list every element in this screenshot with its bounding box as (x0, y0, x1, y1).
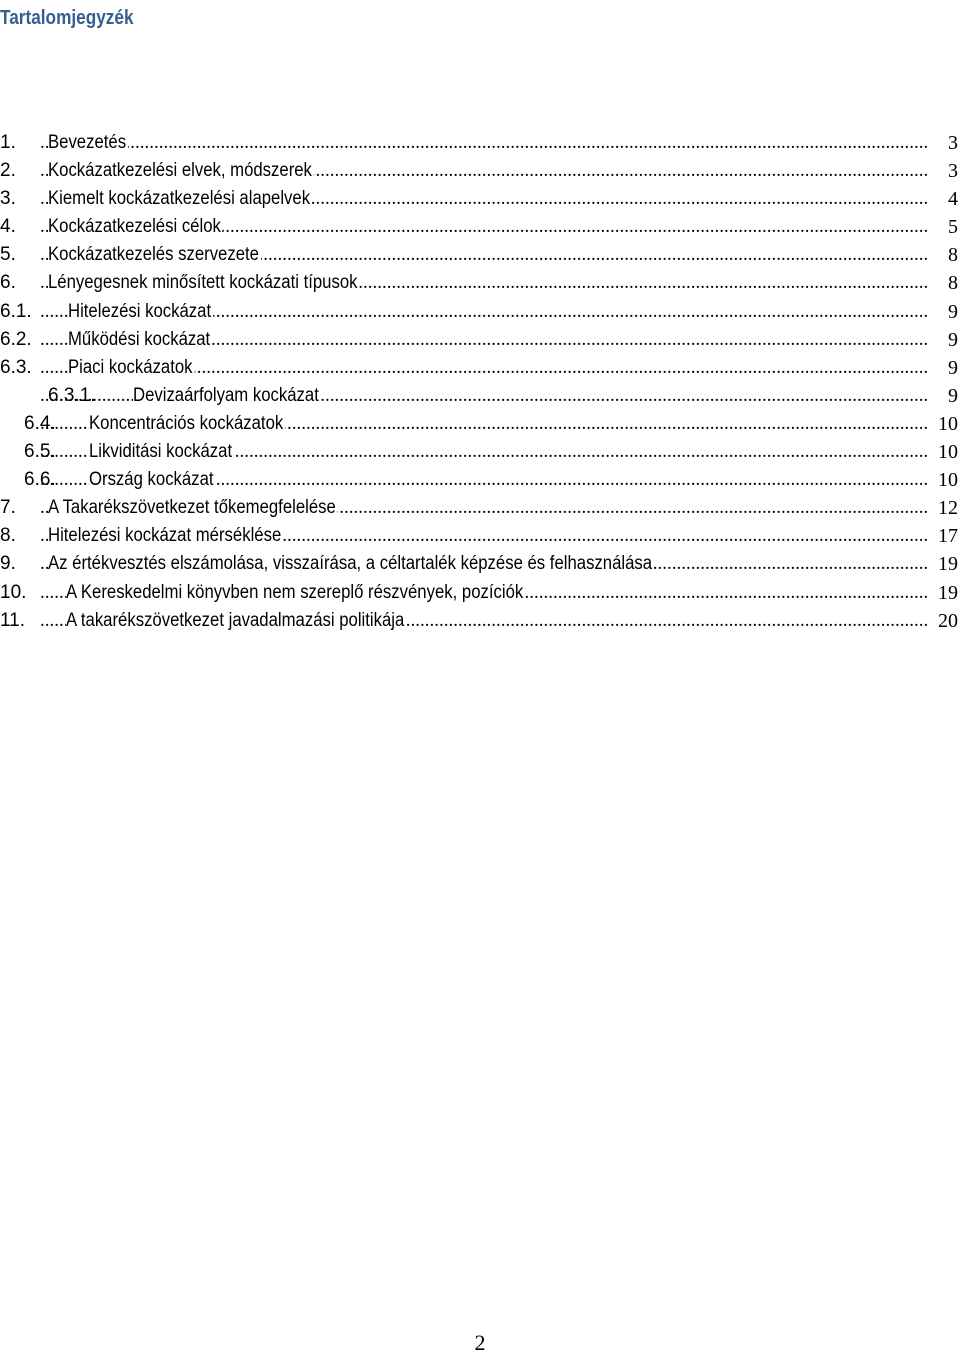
toc-entry-5[interactable] (0, 241, 960, 269)
toc-entry-number: 9. (0, 553, 16, 575)
toc-entry-number: 6.1. (0, 300, 32, 322)
toc-entry-page[interactable]: 8 (945, 241, 958, 269)
toc-entry-title[interactable]: Likviditási kockázat (89, 438, 234, 466)
toc-entry-number: 7. (0, 497, 16, 519)
toc-entry-page[interactable]: 12 (935, 494, 958, 522)
toc-entry-number: 3. (0, 188, 16, 210)
toc-entry-number: 1. (0, 132, 16, 153)
toc-entry-6-3[interactable] (0, 354, 960, 382)
page-number: 2 (474, 1330, 486, 1355)
toc-entry-title[interactable]: Ország kockázat (89, 466, 215, 494)
toc-entry-title[interactable]: Piaci kockázatok (68, 354, 194, 382)
toc-entry-title[interactable]: Kockázatkezelési célok (48, 213, 223, 241)
toc-entry-6-3-1[interactable] (0, 382, 960, 410)
toc-entry-title[interactable]: A Takarékszövetkezet tőkemegfelelése (48, 494, 338, 522)
toc-entry-6-6[interactable] (0, 466, 960, 494)
toc-title: Tartalomjegyzék (0, 7, 134, 29)
toc-entry-number: 6.2. (0, 328, 32, 350)
toc-entry-page[interactable]: 8 (945, 269, 958, 297)
toc-entry-6-5[interactable] (0, 438, 960, 466)
toc-entry-number: 6.6. (24, 469, 56, 491)
toc-entry-number: 8. (0, 525, 16, 547)
toc-entry-2[interactable] (0, 157, 960, 185)
toc-entry-page[interactable]: 9 (945, 326, 958, 354)
toc-entry-number: 5. (0, 244, 16, 266)
toc-entry-page[interactable]: 3 (945, 129, 958, 157)
toc-entry-page[interactable]: 10 (935, 466, 958, 494)
toc-entry-6-1[interactable] (0, 298, 960, 326)
dot-leader (40, 129, 928, 157)
toc-entry-1[interactable] (0, 129, 960, 157)
toc-entry-title[interactable]: Hitelezési kockázat mérséklése (48, 522, 283, 550)
toc-entry-title[interactable]: Kockázatkezelés szervezete (48, 241, 261, 269)
toc-entry-page[interactable]: 17 (935, 522, 958, 550)
toc-entry-9[interactable] (0, 550, 960, 578)
toc-entry-8[interactable] (0, 522, 960, 550)
toc-entry-title[interactable]: Koncentrációs kockázatok (89, 410, 285, 438)
toc-entry-page[interactable]: 5 (945, 213, 958, 241)
toc-entry-6-4[interactable] (0, 410, 960, 438)
toc-entry-title[interactable]: A takarékszövetkezet javadalmazási politikája (66, 607, 406, 635)
toc-entry-title[interactable]: Lényegesnek minősített kockázati típusok (48, 269, 359, 297)
toc-entry-title[interactable]: A Kereskedelmi könyvben nem szereplő részvények, pozíciók (66, 579, 525, 607)
toc-entry-title[interactable]: Működési kockázat (68, 326, 212, 354)
toc-entry-number: 6. (0, 272, 16, 294)
toc-entry-title[interactable]: Az értékvesztés elszámolása, visszaírása, a céltartalék képzése és felhasználása (48, 550, 654, 578)
toc-entry-number: 2. (0, 160, 16, 182)
toc-entry-title[interactable]: Bevezetés (48, 129, 128, 157)
toc-entry-title[interactable]: Kiemelt kockázatkezelési alapelvek (48, 185, 312, 213)
toc-entry-page[interactable]: 10 (935, 410, 958, 438)
toc-entry-title[interactable]: Kockázatkezelési elvek, módszerek (48, 157, 314, 185)
toc-entry-3[interactable] (0, 185, 960, 213)
toc-entry-page[interactable]: 19 (935, 550, 958, 578)
toc-entry-10[interactable] (0, 579, 960, 607)
toc-entry-number: 11. (0, 609, 26, 631)
toc-entry-page[interactable]: 19 (935, 579, 958, 607)
toc-entry-page[interactable]: 9 (945, 298, 958, 326)
toc-entry-number: 6.5. (24, 441, 56, 463)
toc-entry-page[interactable]: 10 (935, 438, 958, 466)
toc-entry-7[interactable] (0, 494, 960, 522)
toc-entry-4[interactable] (0, 213, 960, 241)
toc-entry-6[interactable] (0, 269, 960, 297)
toc-entry-page[interactable]: 9 (945, 382, 958, 410)
toc-entry-page[interactable]: 9 (945, 354, 958, 382)
toc-entry-number: 6.4. (24, 412, 56, 434)
toc-entry-6-2[interactable] (0, 326, 960, 354)
toc-entry-number: 6.3. (0, 356, 32, 378)
toc-entry-number: 6.3.1. (48, 384, 96, 406)
toc-entry-page[interactable]: 20 (935, 607, 958, 635)
toc-entry-number: 10. (0, 581, 27, 603)
toc-entry-page[interactable]: 4 (945, 185, 958, 213)
toc-entry-11[interactable] (0, 607, 960, 635)
toc-entry-number: 4. (0, 216, 16, 238)
toc-entry-title[interactable]: Devizaárfolyam kockázat (133, 382, 321, 410)
toc-list (0, 129, 960, 635)
toc-entry-page[interactable]: 3 (945, 157, 958, 185)
toc-entry-title[interactable]: Hitelezési kockázat (68, 298, 213, 326)
